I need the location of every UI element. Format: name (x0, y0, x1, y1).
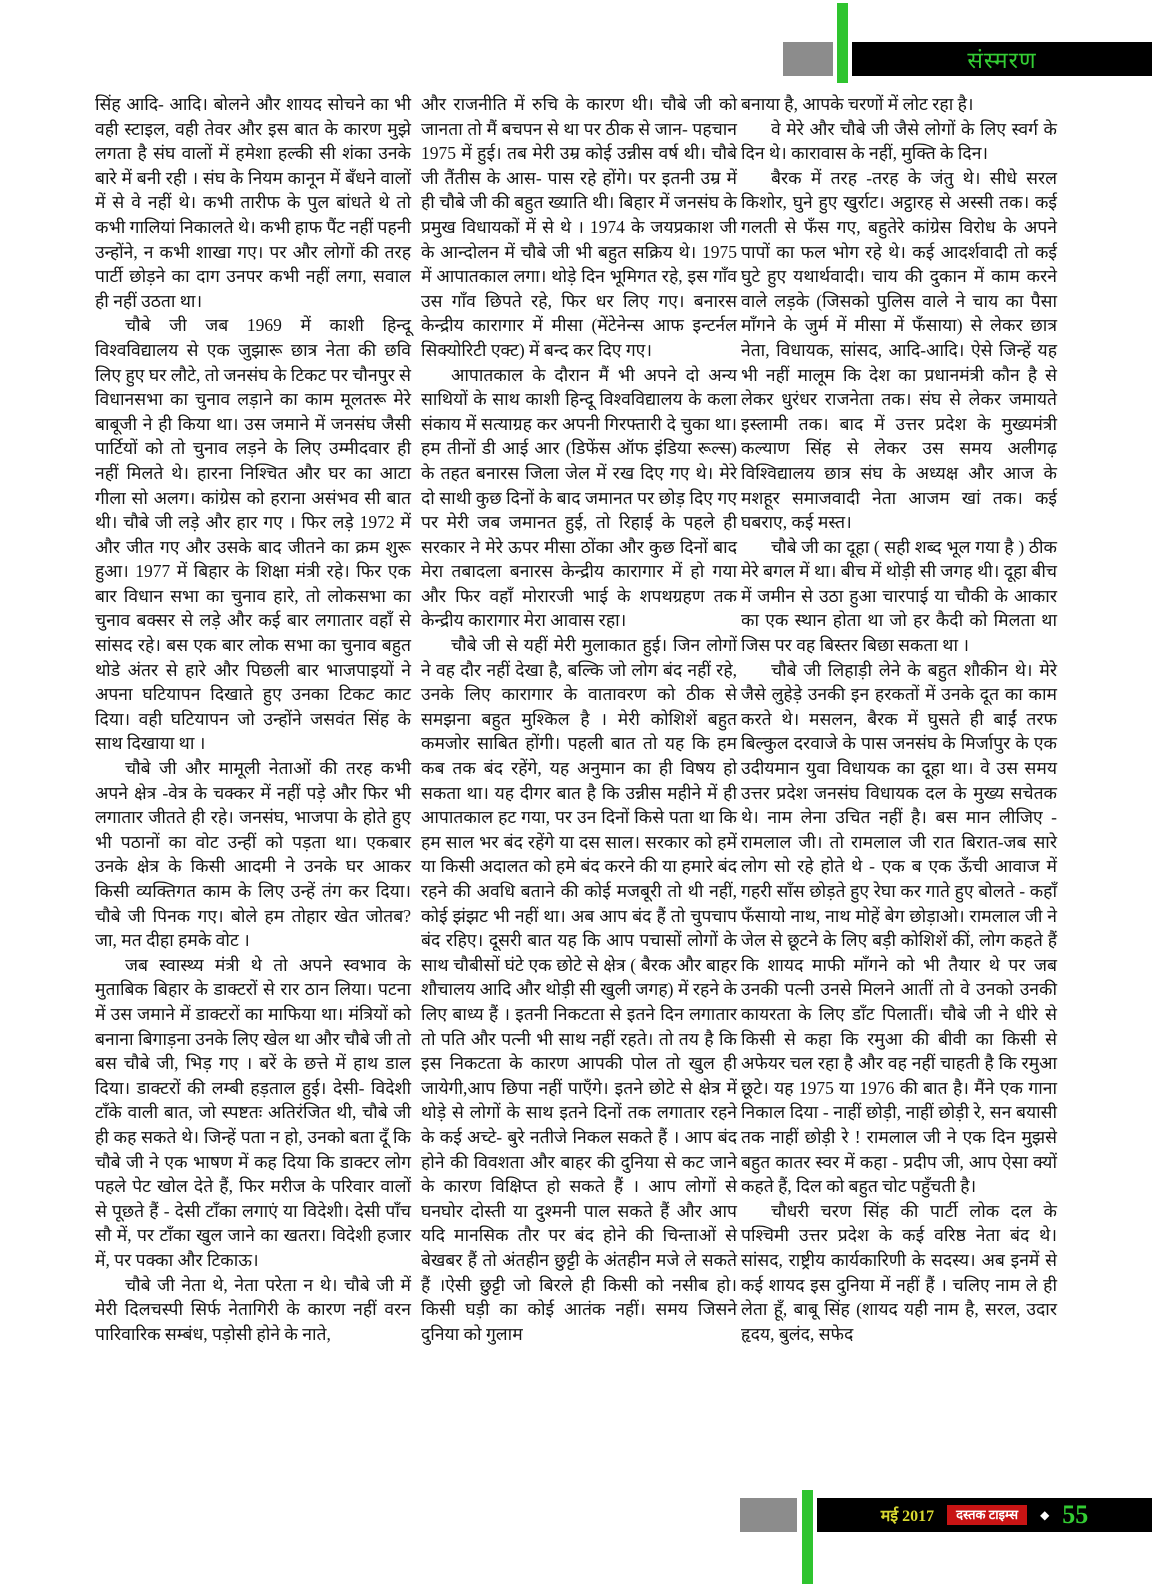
article-paragraph: चौबे जी से यहीं मेरी मुलाकात हुई। जिन लोगों ने वह दौर नहीं देखा है, बल्कि जो लोग बंद नहीं रहे, उनके लिए कारागार के वातावरण को ठीक से समझना बहुत मुश्किल है । मेरी कोशिशें बहुत कमजोर साबित होंगी। पहली बात तो यह कि हम कब तक बंद रहेंगे, यह अनुमान का ही विषय हो सकता था। यह दीगर बात है कि उन्नीस महीने में ही आपातकाल हट गया, पर उन दिनों किसे पता था कि हम साल भर बंद रहेंगे या दस साल। सरकार को हमें या किसी अदालत को हमे बंद करने की या हमारे बंद रहने की अवधि बताने की कोई मजबूरी तो थी नहीं, कोई झंझट भी नहीं था। अब आप बंद हैं तो चुपचाप बंद रहिए। दूसरी बात यह कि आप पचासों लोगों के साथ चौबीसों घंटे एक छोटे से क्षेत्र ( बैरक और बाहर शौचालय आदि और थोड़ी सी खुली जगह) में रहने के लिए बाध्य हैं । इतनी निकटता से इतने दिन लगातार तो पति और पत्नी भी साथ नहीं रहते। तो तय है कि इस निकटता के कारण आपकी पोल तो खुल ही जायेगी,आप छिपा नहीं पाएँगे। इतने छोटे से क्षेत्र में थोड़े से लोगों के साथ इतने दिनों तक लगातार रहने के कई अच्टे- बुरे नतीजे निकल सकते हैं । आप बंद होने की विवशता और बाहर की दुनिया से कट जाने के कारण विक्षिप्त हो सकते हैं । आप लोगों से घनघोर दोस्ती या दुश्मनी पाल सकते हैं और आप यदि मानसिक तौर पर बंद होने की चिन्ताओं से बेखबर हैं तो अंतहीन छुट्टी के अंतहीन मजे ले सकते हैं ।ऐसी छुट्टी जो बिरले ही किसी को नसीब हो। किसी घड़ी का कोई आतंक नहीं। समय जिसने दुनिया को गुलाम (421, 635, 737, 1344)
footer-gray-box (740, 1498, 797, 1532)
article-paragraph: चौबे जी का दूहा ( सही शब्द भूल गया है ) ठीक मेरे बगल में था। बीच में थोड़ी सी जगह थी। दूहा बीच में जमीन से उठा हुआ चारपाई या चौकी के आकार का एक स्थान होता था जो हर कैदी को मिलता था जिस पर वह बिस्तर बिछा सकता था । (741, 536, 1057, 656)
page-number: 55 (1062, 1500, 1089, 1529)
article-paragraph: सिंह आदि- आदि। बोलने और शायद सोचने का भी वही स्टाइल, वही तेवर और इस बात के कारण मुझे लगता है संघ वालों में हमेशा हल्की सी शंका उनके बारे में बनी रही । संघ के नियम कानून में बँधने वालों में से वे नहीं थे। कभी तारीफ के पुल बांधते थे तो कभी गालियां निकालते थे। कभी हाफ पैंट नहीं पहनी उन्होंने, न कभी शाखा गए। पर और लोगों की तरह पार्टी छोड़ने का दाग उनपर कभी नहीं लगा, सवाल ही नहीं उठता था। (95, 94, 411, 311)
article-paragraph: चौबे जी नेता थे, नेता परेता न थे। चौबे जी में मेरी दिलचस्पी सिर्फ नेतागिरी के कारण नहीं वरन पारिवारिक सम्बंध, पड़ोसी होने के नाते, (95, 1274, 411, 1344)
article-paragraph: आपातकाल के दौरान मैं भी अपने दो अन्य साथियों के साथ काशी हिन्दू विश्वविद्यालय के कला संकाय में सत्याग्रह कर अपनी गिरफ्तारी दे चुका था। हम तीनों डी आई आर (डिफेंस ऑफ इंडिया रूल्स) के तहत बनारस जिला जेल में रख दिए गए थे। मेरे दो साथी कुछ दिनों के बाद जमानत पर छोड़ दिए गए पर मेरी जब जमानत हुई, तो रिहाई के पहले ही सरकार ने मेरे ऊपर मीसा ठोंका और कुछ दिनों बाद मेरा तबादला बनारस केन्द्रीय कारागार में हो गया और फिर वहाँ मोरारजी भाई के शपथग्रहण तक केन्द्रीय कारागार मेरा आवास रहा। (421, 364, 737, 631)
article-paragraph: चौबे जी लिहाड़ी लेने के बहुत शौकीन थे। मेरे जैसे लुहेड़े उनकी इन हरकतों में उनके दूत का काम करते थे। मसलन, बैरक में घुसते ही बाईं तरफ बिल्कुल दरवाजे के पास जनसंघ के मिर्जापुर के एक उदीयमान युवा विधायक का दूहा था। वे उस समय उत्तर प्रदेश जनसंघ विधायक दल के मुख्य सचेतक थे। नाम लेना उचित नहीं है। बस मान लीजिए - रामलाल जी। तो रामलाल जी रात बिरात-जब सारे लोग सो रहे होते थे - एक ब एक ऊँची आवाज में गहरी साँस छोड़ते हुए रेघा कर गाते हुए बोलते - कहाँ फँसायो नाथ, नाथ मोहें बेग छोड़ाओ। रामलाल जी ने जेल से छूटने के लिए बड़ी कोशिशें कीं, लोग कहते हैं कि शायद माफी माँगने को भी तैयार थे पर जब उनकी पत्नी उनसे मिलने आतीं तो वे उनको उनकी कायरता के लिए डाँट पिलातीं। चौबे जी ने धीरे से किसी से कहा कि रमुआ की बीवी का किसी से अफेयर चल रहा है और वह नहीं चाहती है कि रमुआ छूटे। यह 1975 या 1976 की बात है। मैंने एक गाना निकाल दिया - नाहीं छोड़ी, नाहीं छोड़ी रे, सन बयासी तक नाहीं छोड़ी रे ! रामलाल जी ने एक दिन मुझसे बहुत कातर स्वर में कहा - प्रदीप जी, आप ऐसा क्यों कहते हैं, दिल को बहुत चोट पहुँचती है। (741, 659, 1057, 1197)
header-green-bar (837, 3, 848, 83)
footer-green-bar (802, 1490, 813, 1584)
diamond-icon: ◆ (1040, 1507, 1050, 1522)
footer-bar (817, 1498, 1152, 1532)
text-column-2 (421, 92, 737, 1346)
article-paragraph: चौधरी चरण सिंह की पार्टी लोक दल के पश्चिमी उत्तर प्रदेश के कई वरिष्ठ नेता बंद थे। सांसद, राष्ट्रीय कार्यकारिणी के सदस्य। अब इनमें से कई शायद इस दुनिया में नहीं हैं । चलिए नाम ले ही लेता हूँ, बाबू सिंह (शायद यही नाम है, सरल, उदार हृदय, बुलंद, सफेद (741, 1200, 1057, 1344)
text-column-3 (741, 92, 1057, 1346)
article-paragraph: चौबे जी जब 1969 में काशी हिन्दू विश्वविद्यालय से एक जुझारू छात्र नेता की छवि लिए हुए घर लौटे, तो जनसंघ के टिकट पर चौनपुर से विधानसभा का चुनाव लड़ाने का काम मूलतरू मेरे बाबूजी ने ही किया था। उस जमाने में जनसंघ जैसी पार्टियों को तो चुनाव लड़ने के लिए उम्मीदवार ही नहीं मिलते थे। हारना निश्चित और घर का आटा गीला सो अलग। कांग्रेस को हराना असंभव सी बात थी। चौबे जी लड़े और हार गए । फिर लड़े 1972 में और जीत गए और उसके बाद जीतने का क्रम शुरू हुआ। 1977 में बिहार के शिक्षा मंत्री रहे। फिर एक बार विधान सभा का चुनाव हारे, तो लोकसभा का चुनाव बक्सर से लड़े और कई बार लगातार वहाँ से सांसद रहे। बस एक बार लोक सभा का चुनाव बहुत थोडे अंतर से हारे और पिछली बार भाजपाइयों ने अपना घटियापन दिखाते हुए उनका टिकट काट दिया। वही घटियापन जो उन्होंने जसवंत सिंह के साथ दिखाया था । (95, 315, 411, 754)
section-title-bar (852, 42, 1152, 76)
article-paragraph: बैरक में तरह -तरह के जंतु थे। सीधे सरल किशोर, घुने हुए खुर्राट। अट्ठारह से अस्सी तक। कई गलती से फँस गए, बहुतेरे कांग्रेस विरोध के अपने पापों का फल भोग रहे थे। कई आदर्शवादी तो कई घुटे हुए यथार्थवादी। चाय की दुकान में काम करने वाले लड़के (जिसको पुलिस वाले ने चाय का पैसा माँगने के जुर्म में मीसा में फँसाया) से लेकर छात्र नेता, विधायक, सांसद, आदि-आदि। ऐसे जिन्हें यह भी नहीं मालूम कि देश का प्रधानमंत्री कौन है से लेकर धुरंधर राजनेता तक। संघ से लेकर जमायते इस्लामी तक। बाद में उत्तर प्रदेश के मुख्यमंत्री कल्याण सिंह से लेकर उस समय अलीगढ़ विश्विद्यालय छात्र संघ के अध्यक्ष और आज के मशहूर समाजवादी नेता आजम खां तक। कई घबराए, कई मस्त। (741, 167, 1057, 533)
article-paragraph: बनाया है, आपके चरणों में लोट रहा है। (741, 94, 974, 114)
article-paragraph: जब स्वास्थ्य मंत्री थे तो अपने स्वभाव के मुताबिक बिहार के डाक्टरों से रार ठान लिया। पटना में उस जमाने में डाक्टरों का माफिया था। मंत्रियों को बनाना बिगाड़ना उनके लिए खेल था और चौबे जी तो बस चौबे जी, भिड़ गए । बरें के छत्ते में हाथ डाल दिया। डाक्टरों की लम्बी हड़ताल हुई। देसी- विदेशी टाँके वाली बात, जो स्पष्टतः अतिरंजित थी, चौबे जी ही कह सकते थे। जिन्हें पता न हो, उनको बता दूँ कि चौबे जी ने एक भाषण में कह दिया कि डाक्टर लोग पहले पेट खोल देते हैं, फिर मरीज के परिवार वालों से पूछते हैं - देसी टाँका लगाएं या विदेशी। देसी पाँच सौ में, पर टाँका खुल जाने का खतरा। विदेशी हजार में, पर पक्का और टिकाऊ। (95, 954, 411, 1270)
article-paragraph: और राजनीति में रुचि के कारण थी। चौबे जी को जानता तो मैं बचपन से था पर ठीक से जान- पहचान 1975 में हुई। तब मेरी उम्र कोई उन्नीस वर्ष थी। चौबे जी तैंतीस के आस- पास रहे होंगे। पर इतनी उम्र में ही चौबे जी की बहुत ख्याति थी। बिहार में जनसंघ के प्रमुख विधायकों में से थे । 1974 के जयप्रकाश जी के आन्दोलन में चौबे जी भी बहुत सक्रिय थे। 1975 में आपातकाल लगा। थोड़े दिन भूमिगत रहे, इस गाँव उस गाँव छिपते रहे, फिर धर लिए गए। बनारस केन्द्रीय कारागार में मीसा (मेंटेनेन्स आफ इन्टर्नल सिक्योरिटी एक्ट) में बन्द कर दिए गए। (421, 94, 737, 360)
article-paragraph: चौबे जी और मामूली नेताओं की तरह कभी अपने क्षेत्र -वेत्र के चक्कर में नहीं पड़े और फिर भी लगातार जीतते ही रहे। जनसंघ, भाजपा के होते हुए भी पठानों का वोट उन्हीं को पड़ता था। एकबार उनके क्षेत्र के किसी आदमी ने उनके घर आकर किसी व्यक्तिगत काम के लिए उन्हें तंग कर दिया। चौबे जी पिनक गए। बोले हम तोहार खेत जोतब? जा, मत दीहा हमके वोट । (95, 758, 411, 951)
magazine-logo: दस्तक टाइम्स (947, 1505, 1027, 1525)
text-column-1 (95, 92, 411, 1346)
article-paragraph: वे मेरे और चौबे जी जैसे लोगों के लिए स्वर्ग के दिन थे। कारावास के नहीं, मुक्ति के दिन। (741, 118, 1057, 164)
section-title: संस्मरण (967, 48, 1037, 73)
issue-date: मई 2017 (880, 1508, 935, 1525)
header-gray-box (783, 42, 833, 76)
